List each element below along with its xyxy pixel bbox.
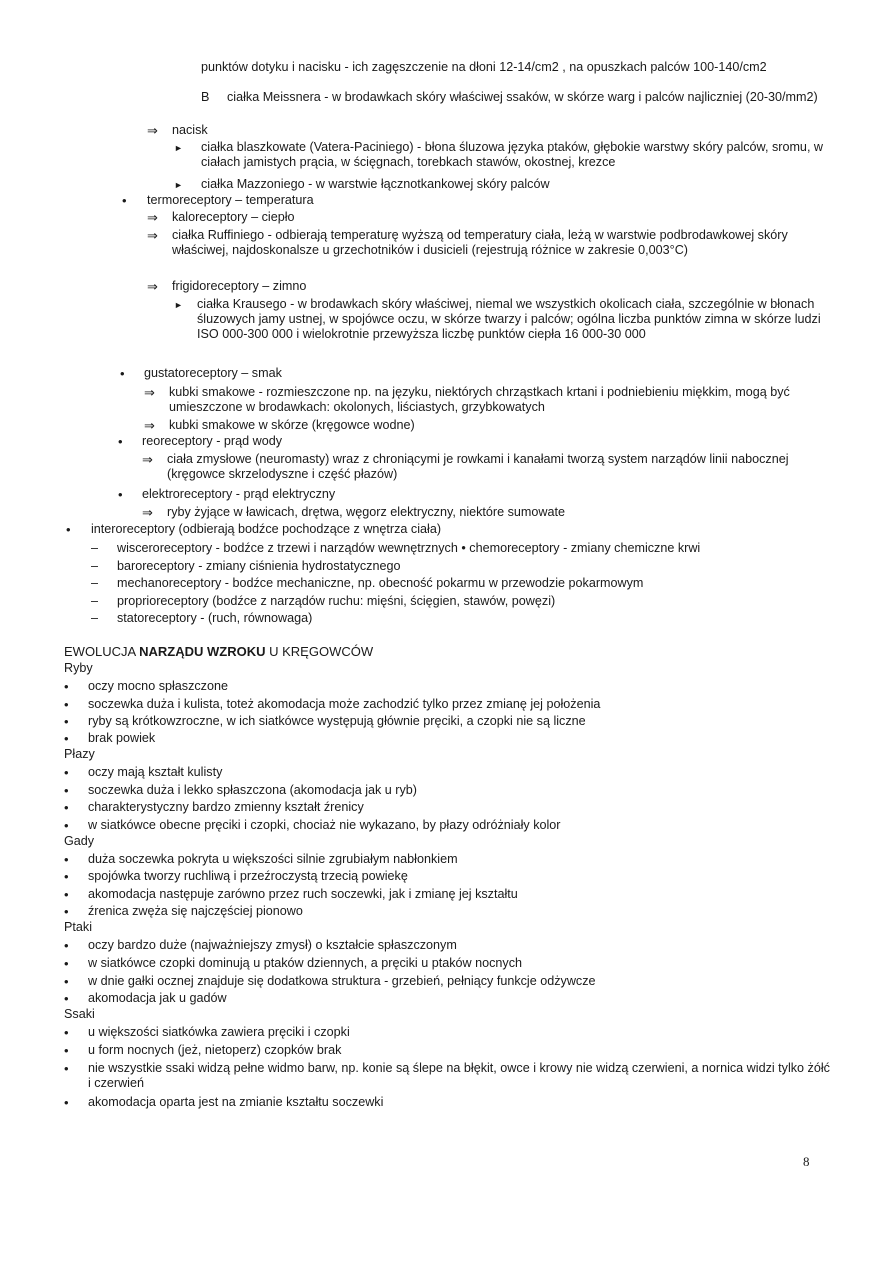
bullet-icon: • [64,818,69,833]
group-gady-label: Gady [64,834,95,848]
bullet-icon: • [64,731,69,746]
bullet-icon: • [64,800,69,815]
baroreceptory-text: baroreceptory - zmiany ciśnienia hydrostatycznego [117,559,401,573]
bullet-icon: • [64,869,69,884]
dash-icon: – [91,559,99,573]
lateral-line-text: ciała zmysłowe (neuromasty) wraz z chroniącymi je rowkami i kanałami tworzą system narządów linii nabocznej (kręgowce skrzelodyszne i część płazów) [167,452,789,481]
list-item: akomodacja jak u gadów [88,991,227,1005]
list-item: spojówka tworzy ruchliwą i przeźroczystą trzecią powiekę [88,869,408,883]
electric-fish-text: ryby żyjące w ławicach, drętwa, węgorz elektryczny, niektóre sumowate [167,505,566,519]
bullet-icon: • [64,956,69,971]
page-number: 8 [803,1154,810,1169]
star-bullet-icon: • [118,434,123,449]
triangle-bullet-icon: ► [174,300,183,310]
bullet-icon: • [64,1043,69,1058]
list-item: oczy mają kształt kulisty [88,765,223,779]
group-ssaki-label: Ssaki [64,1007,95,1021]
statoreceptory-text: statoreceptory - (ruch, równowaga) [117,611,313,625]
bullet-icon: • [64,938,69,953]
meissner-text: ciałka Meissnera - w brodawkach skóry właściwej ssaków, w skórze warg i palców najliczniej (20-30/mm2) [227,90,818,104]
elektroreceptory-heading: elektroreceptory - prąd elektryczny [142,487,336,501]
dash-icon: – [91,541,99,555]
list-item: nie wszystkie ssaki widzą pełne widmo barw, np. konie są ślepe na błękit, owce i krowy nie widzą czerwieni, a nornica widzi tylko żółć i czerwień [88,1061,830,1090]
gustatoreceptory-heading: gustatoreceptory – smak [144,366,282,380]
bullet-icon: • [64,852,69,867]
nacisk-heading: nacisk [172,123,208,137]
group-ptaki-label: Ptaki [64,920,92,934]
bullet-icon: • [64,1025,69,1040]
triangle-bullet-icon: ► [174,143,183,153]
list-item: źrenica zwęża się najczęściej pionowo [88,904,303,918]
dash-icon: – [91,576,99,590]
list-item: akomodacja następuje zarówno przez ruch soczewki, jak i zmianę jej kształtu [88,887,518,901]
interoreceptory-heading: interoreceptory (odbierają bodźce pochodzące z wnętrza ciała) [91,522,442,536]
list-item: oczy mocno spłaszczone [88,679,228,693]
kaloreceptory-text: kaloreceptory – ciepło [172,210,295,224]
list-item: akomodacja oparta jest na zmianie kształtu soczewki [88,1095,384,1109]
bullet-icon: • [64,697,69,712]
bullet-icon: • [64,765,69,780]
group-plazy-label: Płazy [64,747,95,761]
list-item: duża soczewka pokryta u większości silnie zgrubiałym nabłonkiem [88,852,458,866]
touch-points-text: punktów dotyku i nacisku - ich zagęszczenie na dłoni 12-14/cm2 , na opuszkach palców 100-140/cm2 [201,60,767,74]
reoreceptory-heading: reoreceptory - prąd wody [142,434,282,448]
list-item: soczewka duża i kulista, toteż akomodacja może zachodzić tylko przez zmianę jej położenia [88,697,601,711]
dash-icon: – [91,594,99,608]
frigidoreceptory-text: frigidoreceptory – zimno [172,279,307,293]
star-bullet-icon: • [120,366,125,381]
taste-buds-skin-text: kubki smakowe w skórze (kręgowce wodne) [169,418,415,432]
bullet-icon: • [64,887,69,902]
arrow-icon: ⇒ [147,228,158,243]
arrow-icon: ⇒ [144,418,155,433]
list-item: ryby są krótkowzroczne, w ich siatkówce występują głównie pręciki, a czopki nie są liczne [88,714,586,728]
list-item: brak powiek [88,731,156,745]
list-item: oczy bardzo duże (najważniejszy zmysł) o kształcie spłaszczonym [88,938,457,952]
mechanoreceptory-text: mechanoreceptory - bodźce mechaniczne, np. obecność pokarmu w przewodzie pokarmowym [117,576,644,590]
star-bullet-icon: • [118,487,123,502]
bullet-icon: • [64,679,69,694]
bullet-icon: • [64,991,69,1006]
bullet-icon: • [64,1061,69,1076]
list-item: soczewka duża i lekko spłaszczona (akomodacja jak u ryb) [88,783,417,797]
bullet-icon: • [64,974,69,989]
dash-icon: – [91,611,99,625]
list-item: u większości siatkówka zawiera pręciki i czopki [88,1025,350,1039]
bullet-icon: • [64,904,69,919]
list-item: u form nocnych (jeż, nietoperz) czopków brak [88,1043,342,1057]
arrow-icon: ⇒ [147,279,158,294]
proprioreceptory-text: proprioreceptory (bodźce z narządów ruchu: mięśni, ścięgien, stawów, powęzi) [117,594,556,608]
krause-text: ciałka Krausego - w brodawkach skóry właściwej, niemal we wszystkich okolicach ciała, szczególnie w błonach śluzowych jamy ustnej, w spojówce oczu, w skórze twarzy i palców; ogólna liczba punktów zimna w skórze ludzi ISO 000-300 000 i wielokrotnie przewyższa liczbę punktów ciepła 16 000-30 000 [197,297,821,341]
section-heading: EWOLUCJA NARZĄDU WZROKU U KRĘGOWCÓW [64,644,374,659]
star-bullet-icon: • [122,193,127,208]
pacini-text: ciałka blaszkowate (Vatera-Paciniego) - błona śluzowa języka ptaków, głębokie warstwy skóry palców, sromu, w ciałach jamistych prącia, w ścięgnach, torebkach stawów, okostnej, krezce [201,140,824,169]
mazzoni-text: ciałka Mazzoniego - w warstwie łącznotkankowej skóry palców [201,177,550,191]
taste-buds-text: kubki smakowe - rozmieszczone np. na języku, niektórych chrząstkach krtani i podniebieniu miękkim, mogą być umieszczone w brodawkach: okolonych, liściastych, grzybkowatych [169,385,790,414]
bullet-icon: • [64,714,69,729]
list-item: w siatkówce obecne pręciki i czopki, chociaż nie wykazano, by płazy odróżniały kolor [88,818,561,832]
meissner-marker: B [201,90,210,104]
bullet-icon: • [66,522,71,537]
list-item: w siatkówce czopki dominują u ptaków dziennych, a pręciki u ptaków nocnych [88,956,523,970]
bullet-icon: • [64,1095,69,1110]
group-ryby-label: Ryby [64,661,93,675]
ruffini-text: ciałka Ruffiniego - odbierają temperaturę wyższą od temperatury ciała, leżą w warstwie podbrodawkowej skóry właściwej, najdoskonalsze u grzechotników i dusicieli (rejestrują różnice w zakresie 0,003°C) [172,228,788,257]
arrow-icon: ⇒ [142,452,153,467]
arrow-icon: ⇒ [147,210,158,225]
arrow-icon: ⇒ [147,123,158,138]
list-item: charakterystyczny bardzo zmienny kształt źrenicy [88,800,364,814]
arrow-icon: ⇒ [142,505,153,520]
triangle-bullet-icon: ► [174,180,183,190]
list-item: w dnie gałki ocznej znajduje się dodatkowa struktura - grzebień, pełniący funkcje odżywcze [88,974,596,988]
arrow-icon: ⇒ [144,385,155,400]
termoreceptory-heading: termoreceptory – temperatura [147,193,314,207]
wisceroreceptory-text: wisceroreceptory - bodźce z trzewi i narządów wewnętrznych • chemoreceptory - zmiany chemiczne krwi [117,541,701,555]
bullet-icon: • [64,783,69,798]
